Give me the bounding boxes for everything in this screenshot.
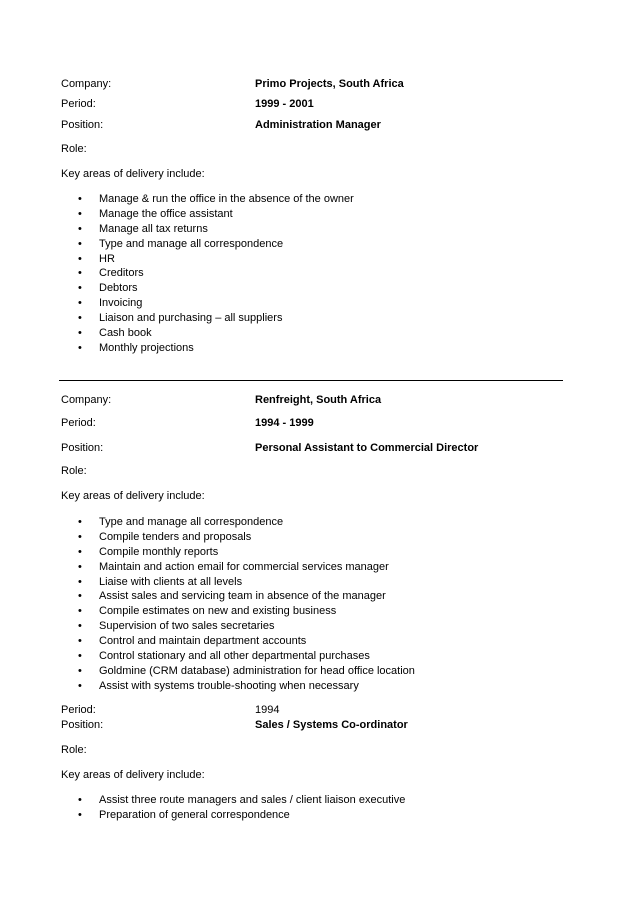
job2-position-row: [61, 441, 561, 455]
bullet-icon: •: [78, 252, 82, 265]
company-name: Renfreight, South Africa: [255, 394, 382, 406]
position-value: Sales / Systems Co-ordinator: [255, 719, 408, 731]
period-label: Period:: [61, 417, 96, 429]
bullet-icon: •: [78, 635, 82, 648]
position-label: Position:: [61, 442, 104, 454]
period-value: 1994 - 1999: [255, 417, 314, 429]
job1-role-label: Role:: [61, 143, 87, 155]
bullet-icon: •: [78, 650, 82, 663]
bullet-icon: •: [78, 794, 82, 806]
bullet-icon: •: [78, 590, 82, 603]
job1-period-row: [61, 97, 561, 111]
job3-key-areas-label: Key areas of delivery include:: [61, 769, 205, 781]
job1-position-row: [61, 118, 561, 132]
bullet-icon: •: [78, 605, 82, 618]
resume-page: Company: Primo Projects, South Africa Period: 1999 - 2001 Position: Administration Manager Role: Key areas of delivery include: • Manage & run the office in the absence of the owner • Manage the office assistant • Manage all tax returns • Type and manage all correspondence • HR • Creditors • Debtors • Invoicing • Liaison and purchasing – all suppliers • Cash book • Monthly projections Company: Renfreight, South Africa Period: 1994 - 1999 Position: Personal Assistant to Commercial Director Role: Key areas of delivery include: • Type and manage all correspondence • Compile tenders and proposals • Compile monthly reports • Maintain and action email for commercial services manager • Liaise with clients at all levels • Assist sales and servicing team in absence of the manager • Compile estimates on new and existing business • Supervision of two sales secretaries • Control and maintain department accounts • Control stationary and all other departmental purchases • Goldmine (CRM database) administration for head office location • Assist with systems trouble-shooting when necessary Period: 1994 Position: Sales / Systems Co-ordinator Role: Key areas of delivery include: • Assist three route managers and sales / client liaison executive • Preparation of general correspondence: [0, 0, 638, 903]
bullet-icon: •: [78, 560, 82, 573]
bullet-icon: •: [78, 664, 82, 677]
job3-period-row: [61, 703, 561, 717]
company-label: Company:: [61, 78, 112, 90]
period-label: Period:: [61, 704, 96, 716]
period-value: 1994: [255, 704, 280, 716]
bullet-icon: •: [78, 193, 82, 205]
bullet-icon: •: [78, 327, 82, 340]
bullet-icon: •: [78, 341, 82, 354]
bullet-icon: •: [78, 545, 82, 558]
bullet-icon: •: [78, 620, 82, 633]
job3-role-label: Role:: [61, 744, 87, 756]
job1-company-row: [61, 77, 561, 91]
bullet-icon: •: [78, 297, 82, 310]
job2-key-areas-label: Key areas of delivery include:: [61, 490, 205, 502]
job1-key-areas-label: Key areas of delivery include:: [61, 168, 205, 180]
bullet-icon: •: [78, 808, 82, 821]
bullet-icon: •: [78, 207, 82, 220]
job2-company-row: [61, 393, 561, 407]
position-label: Position:: [61, 719, 104, 731]
bullet-icon: •: [78, 267, 82, 280]
bullet-icon: •: [78, 530, 82, 543]
period-label: Period:: [61, 98, 96, 110]
company-name: Primo Projects, South Africa: [255, 78, 404, 90]
company-label: Company:: [61, 394, 112, 406]
position-label: Position:: [61, 119, 104, 131]
job3-position-row: [61, 718, 561, 732]
bullet-icon: •: [78, 575, 82, 588]
period-value: 1999 - 2001: [255, 98, 314, 110]
job2-role-label: Role:: [61, 465, 87, 477]
job2-period-row: [61, 416, 561, 430]
bullet-icon: •: [78, 312, 82, 325]
position-value: Personal Assistant to Commercial Director: [255, 442, 479, 454]
bullet-icon: •: [78, 516, 82, 528]
bullet-icon: •: [78, 222, 82, 235]
bullet-icon: •: [78, 282, 82, 295]
position-value: Administration Manager: [255, 119, 381, 131]
bullet-icon: •: [78, 237, 82, 250]
bullet-icon: •: [78, 679, 82, 692]
section-divider: [59, 380, 563, 381]
